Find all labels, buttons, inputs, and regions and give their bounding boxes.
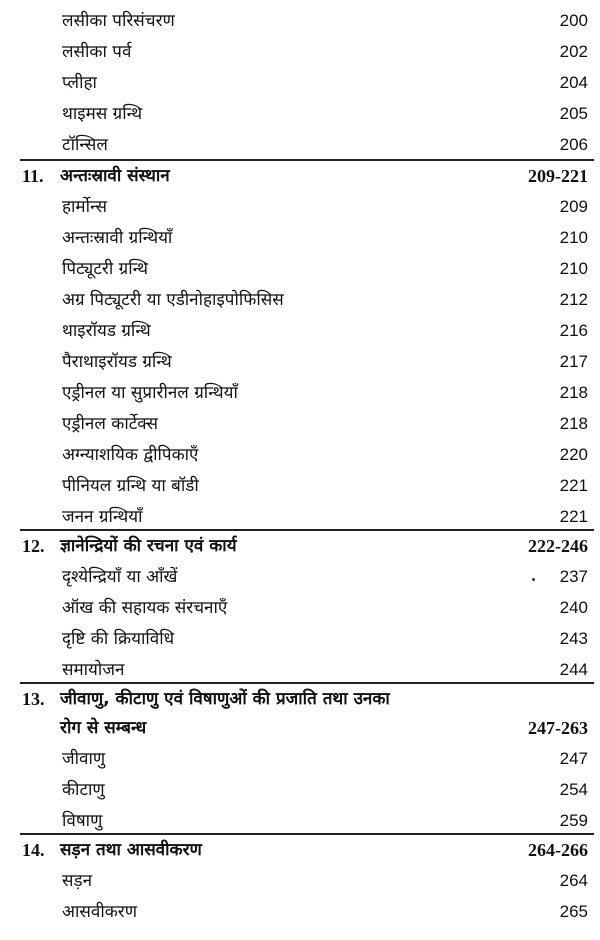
entry-title: प्लीहा bbox=[62, 73, 97, 93]
print-speck bbox=[532, 578, 535, 581]
entry-page: 243 bbox=[559, 629, 588, 648]
toc-entry bbox=[0, 130, 600, 160]
entry-page: 221 bbox=[559, 507, 588, 526]
entry-title: दृष्टि की क्रियाविधि bbox=[62, 629, 175, 649]
toc-entry bbox=[0, 866, 600, 896]
toc-entry bbox=[0, 285, 600, 315]
entry-title: आसवीकरण bbox=[62, 902, 138, 922]
entry-title: दृश्येन्द्रियाँ या आँखें bbox=[62, 567, 178, 587]
entry-title: कीटाणु bbox=[62, 780, 105, 800]
entry-page: 206 bbox=[559, 135, 588, 154]
entry-page: 217 bbox=[559, 352, 588, 371]
entry-page: 202 bbox=[559, 42, 588, 61]
entry-page: 244 bbox=[559, 660, 588, 679]
entry-page: 237 bbox=[559, 567, 588, 586]
chapter-heading-continued bbox=[0, 713, 600, 743]
entry-title: पिट्यूटरी ग्रन्थि bbox=[62, 259, 149, 279]
toc-entry bbox=[0, 68, 600, 98]
toc-entry bbox=[0, 562, 600, 592]
entry-title: थाइमस ग्रन्थि bbox=[62, 104, 143, 124]
entry-page: 218 bbox=[559, 383, 588, 402]
toc-entry bbox=[0, 99, 600, 129]
entry-page: 220 bbox=[559, 445, 588, 464]
chapter-heading bbox=[0, 835, 600, 865]
toc-entry bbox=[0, 775, 600, 805]
toc-entry bbox=[0, 316, 600, 346]
toc-entry bbox=[0, 440, 600, 470]
entry-page: 265 bbox=[559, 902, 588, 921]
chapter-title: ज्ञानेन्द्रियों की रचना एवं कार्य bbox=[60, 536, 237, 556]
entry-title: अग्न्याशयिक द्वीपिकाएँ bbox=[62, 445, 199, 465]
entry-page: 204 bbox=[559, 73, 588, 92]
entry-title: जीवाणु bbox=[62, 749, 106, 769]
toc-entry bbox=[0, 655, 600, 685]
toc-entry bbox=[0, 593, 600, 623]
toc-entry bbox=[0, 347, 600, 377]
entry-page: 218 bbox=[559, 414, 588, 433]
entry-page: 212 bbox=[559, 290, 588, 309]
chapter-title: अन्तःस्रावी संस्थान bbox=[60, 166, 170, 186]
toc-entry bbox=[0, 806, 600, 836]
entry-title: हार्मोन्स bbox=[62, 197, 107, 217]
chapter-pages: 222-246 bbox=[528, 536, 588, 556]
entry-page: 205 bbox=[559, 104, 588, 123]
entry-page: 209 bbox=[559, 197, 588, 216]
toc-entry bbox=[0, 37, 600, 67]
toc-entry bbox=[0, 378, 600, 408]
entry-title: पैराथाइरॉयड ग्रन्थि bbox=[62, 352, 172, 372]
entry-page: 247 bbox=[559, 749, 588, 768]
chapter-number: 11. bbox=[22, 166, 44, 186]
chapter-heading bbox=[0, 531, 600, 561]
entry-title: विषाणु bbox=[62, 811, 103, 831]
toc-entry bbox=[0, 254, 600, 284]
entry-title: अन्तःस्रावी ग्रन्थियाँ bbox=[62, 228, 173, 248]
toc-entry bbox=[0, 897, 600, 927]
entry-title: सड़न bbox=[62, 871, 93, 891]
entry-page: 210 bbox=[559, 259, 588, 278]
entry-title: एड्रीनल कार्टेक्स bbox=[62, 414, 158, 434]
entry-page: 216 bbox=[559, 321, 588, 340]
entry-title: एड्रीनल या सुप्रारीनल ग्रन्थियाँ bbox=[62, 383, 238, 403]
entry-page: 264 bbox=[559, 871, 588, 890]
chapter-title-line2: रोग से सम्बन्ध bbox=[60, 718, 147, 738]
entry-title: ऑख की सहायक संरचनाएँ bbox=[62, 598, 228, 618]
toc-entry bbox=[0, 192, 600, 222]
entry-page: 200 bbox=[559, 11, 588, 30]
chapter-pages: 209-221 bbox=[528, 166, 588, 186]
chapter-number: 12. bbox=[22, 536, 45, 556]
toc-entry bbox=[0, 6, 600, 36]
toc-entry bbox=[0, 471, 600, 501]
entry-title: थाइरॉयड ग्रन्थि bbox=[62, 321, 151, 341]
toc-entry bbox=[0, 409, 600, 439]
chapter-pages: 264-266 bbox=[528, 840, 588, 860]
chapter-title: जीवाणु, कीटाणु एवं विषाणुओं की प्रजाति तथा उनका bbox=[60, 689, 390, 709]
toc-entry bbox=[0, 744, 600, 774]
entry-page: 221 bbox=[559, 476, 588, 495]
entry-page: 259 bbox=[559, 811, 588, 830]
toc-entry bbox=[0, 502, 600, 532]
chapter-number: 13. bbox=[22, 689, 45, 709]
entry-title: समायोजन bbox=[62, 660, 125, 680]
entry-title: टॉन्सिल bbox=[62, 135, 108, 155]
chapter-heading bbox=[0, 684, 600, 714]
entry-page: 254 bbox=[559, 780, 588, 799]
toc-entry bbox=[0, 624, 600, 654]
entry-title: अग्र पिट्यूटरी या एडीनोहाइपोफिसिस bbox=[62, 290, 284, 310]
chapter-number: 14. bbox=[22, 840, 45, 860]
toc-entry bbox=[0, 223, 600, 253]
entry-title: लसीका परिसंचरण bbox=[62, 11, 175, 31]
chapter-pages: 247-263 bbox=[528, 718, 588, 738]
entry-title: पीनियल ग्रन्थि या बॉडी bbox=[62, 476, 199, 496]
entry-title: लसीका पर्व bbox=[62, 42, 132, 62]
entry-page: 210 bbox=[559, 228, 588, 247]
entry-title: जनन ग्रन्थियाँ bbox=[62, 507, 143, 527]
entry-page: 240 bbox=[559, 598, 588, 617]
chapter-title: सड़न तथा आसवीकरण bbox=[60, 840, 202, 860]
chapter-heading bbox=[0, 161, 600, 191]
